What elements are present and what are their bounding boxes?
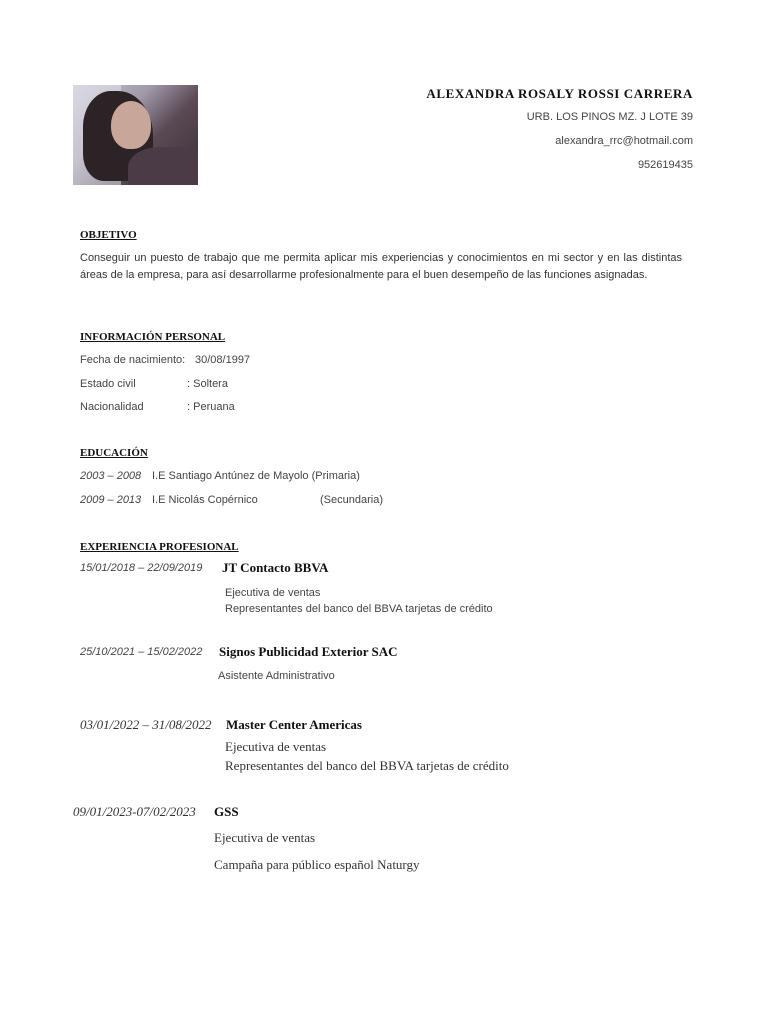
section-title-education: EDUCACIÓN [80, 447, 148, 459]
job-detail: Asistente Administrativo [218, 670, 335, 682]
education-school: I.E Nicolás Copérnico [152, 494, 258, 506]
job-company: Master Center Americas [226, 717, 362, 732]
education-school: I.E Santiago Antúnez de Mayolo (Primaria) [152, 470, 360, 482]
nation-label: Nacionalidad [80, 401, 144, 413]
job-company: JT Contacto BBVA [222, 560, 329, 575]
job-dates: 15/01/2018 – 22/09/2019 [80, 562, 203, 574]
job-dates: 25/10/2021 – 15/02/2022 [80, 646, 203, 658]
job-detail: Campaña para público español Naturgy [214, 857, 420, 872]
job-dates: 09/01/2023-07/02/2023 [73, 804, 196, 819]
civil-value: : Soltera [187, 378, 228, 390]
job-company: GSS [214, 804, 239, 819]
candidate-name: ALEXANDRA ROSALY ROSSI CARRERA [426, 86, 693, 101]
job-company: Signos Publicidad Exterior SAC [219, 644, 398, 659]
address: URB. LOS PINOS MZ. J LOTE 39 [526, 111, 693, 123]
email: alexandra_rrc@hotmail.com [555, 135, 693, 147]
job-detail: Representantes del banco del BBVA tarjetas de crédito [225, 603, 493, 615]
job-detail: Ejecutiva de ventas [225, 587, 321, 599]
nation-value: : Peruana [187, 401, 235, 413]
job-dates: 03/01/2022 – 31/08/2022 [80, 717, 212, 732]
objetivo-text: Conseguir un puesto de trabajo que me permita aplicar mis experiencias y conocimientos en mi sector y en las distintas áreas de la empresa, para así desarrollarme profesionalmente para el buen desempeño de las funciones asignadas. [80, 252, 682, 281]
job-detail: Ejecutiva de ventas [225, 739, 327, 754]
section-title-objetivo: OBJETIVO [80, 229, 137, 241]
education-years: 2003 – 2008 [80, 470, 142, 482]
birth-value: 30/08/1997 [195, 354, 251, 366]
civil-label: Estado civil [80, 378, 136, 390]
birth-label: Fecha de nacimiento: [80, 354, 186, 366]
education-level: (Secundaria) [320, 494, 383, 506]
job-detail: Representantes del banco del BBVA tarjetas de crédito [225, 758, 509, 773]
section-title-experience: EXPERIENCIA PROFESIONAL [80, 541, 239, 553]
profile-photo [73, 85, 198, 185]
section-title-personal: INFORMACIÓN PERSONAL [80, 331, 226, 343]
phone: 952619435 [637, 159, 693, 171]
education-years: 2009 – 2013 [80, 494, 142, 506]
job-detail: Ejecutiva de ventas [214, 830, 316, 845]
